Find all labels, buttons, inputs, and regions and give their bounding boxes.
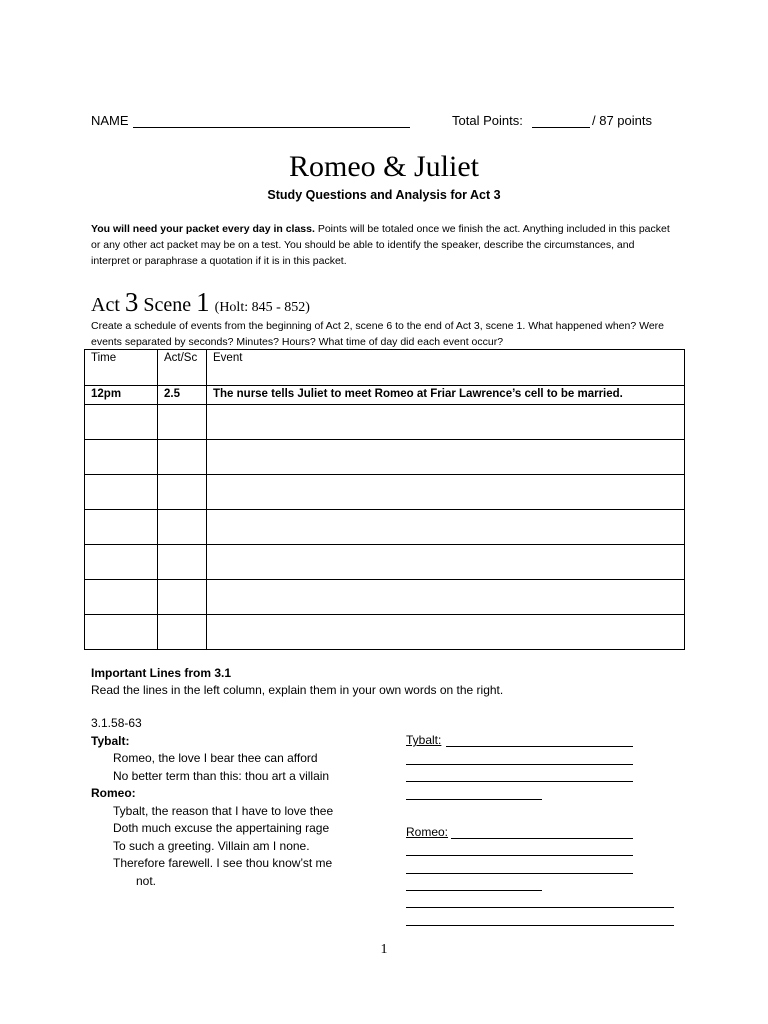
table-row-blank[interactable] [85,545,685,580]
answer-line[interactable] [451,838,633,839]
table-row [85,386,685,405]
scene-number: 1 [196,287,210,317]
cell-time[interactable] [85,545,158,580]
important-lines-instruction: Read the lines in the left column, explain them in your own words on the right. [91,683,504,697]
quote-line: Romeo, the love I bear thee can afford [113,751,318,765]
cell-event[interactable] [207,580,685,615]
cell-time[interactable] [85,475,158,510]
header-act-scene: Act/Sc [158,350,207,386]
answer-line[interactable] [406,925,674,926]
page-title: Romeo & Juliet [289,150,479,183]
table-row-blank[interactable] [85,580,685,615]
answer-line[interactable] [406,907,674,908]
header-event: Event [207,350,685,386]
quote-line: Tybalt, the reason that I have to love thee [113,803,334,818]
points-suffix: / 87 points [592,113,652,128]
answer-label-romeo: Romeo: [406,825,449,839]
answer-line[interactable] [406,873,633,874]
points-blank-line[interactable] [532,127,590,128]
cell-act-scene: 2.5 [158,386,207,405]
cell-act-scene[interactable] [158,580,207,615]
intro-rest: Points will be totaled once we finish the act. Anything included in this packet or any other act packet may be on a test. You should be able to identify the speaker, describe the circumstances, and interpret or paraphrase a quotation if it is in this packet. [91,223,670,267]
cell-event[interactable] [207,545,685,580]
cell-event[interactable] [207,440,685,475]
quote-line: Therefore farewell. I see thou know’st me [113,856,333,870]
cell-act-scene[interactable] [158,440,207,475]
answer-label-tybalt: Tybalt: [406,733,442,747]
table-row-blank[interactable] [85,405,685,440]
cell-event[interactable] [207,615,685,650]
answer-line[interactable] [406,799,542,800]
answer-line[interactable] [406,890,542,891]
cell-time[interactable] [85,615,158,650]
quote-reference: 3.1.58-63 [91,716,142,730]
holt-pages: (Holt: 845 - 852) [214,300,310,315]
answer-line[interactable] [406,781,633,782]
page-subtitle: Study Questions and Analysis for Act 3 [267,188,501,202]
cell-act-scene[interactable] [158,510,207,545]
answer-line[interactable] [406,855,633,856]
answer-line[interactable] [406,764,633,765]
quote-block [91,715,333,890]
cell-time[interactable] [85,440,158,475]
page-number: 1 [380,942,388,957]
quote-line: Doth much excuse the appertaining rage [113,821,330,835]
speaker-tybalt: Tybalt: [91,733,130,748]
table-row-blank[interactable] [85,510,685,545]
cell-time[interactable] [85,405,158,440]
name-label: NAME [91,113,129,128]
table-header-row [85,350,685,386]
cell-act-scene[interactable] [158,405,207,440]
intro-bold: You will need your packet every day in class. [91,223,315,235]
schedule-instructions: Create a schedule of events from the beginning of Act 2, scene 6 to the end of Act 3, scene 1. What happened when? Were events separated by seconds? Minutes? Hours? What time of day did each event occur? [91,320,665,348]
header-time: Time [85,350,158,386]
schedule-table [84,349,685,650]
scene-word: Scene [143,294,192,316]
cell-event[interactable] [207,405,685,440]
act-word: Act [91,294,120,316]
cell-time: 12pm [85,386,158,405]
cell-act-scene[interactable] [158,615,207,650]
cell-time[interactable] [85,510,158,545]
cell-act-scene[interactable] [158,545,207,580]
table-row-blank[interactable] [85,440,685,475]
cell-time[interactable] [85,580,158,615]
cell-act-scene[interactable] [158,475,207,510]
table-row-blank[interactable] [85,615,685,650]
speaker-romeo: Romeo: [91,786,136,800]
name-blank-line[interactable] [133,127,410,128]
answer-line[interactable] [446,746,633,747]
important-lines-heading: Important Lines from 3.1 [91,666,232,680]
act-number: 3 [124,287,139,317]
quote-line: No better term than this: thou art a villain [113,768,330,783]
total-points-label: Total Points: [452,113,523,128]
quote-line: To such a greeting. Villain am I none. [113,838,310,853]
scene-heading [91,287,310,318]
quote-line: not. [136,873,157,888]
intro-paragraph [91,221,671,269]
cell-event: The nurse tells Juliet to meet Romeo at Friar Lawrence’s cell to be married. [207,386,685,405]
table-row-blank[interactable] [85,475,685,510]
cell-event[interactable] [207,510,685,545]
cell-event[interactable] [207,475,685,510]
